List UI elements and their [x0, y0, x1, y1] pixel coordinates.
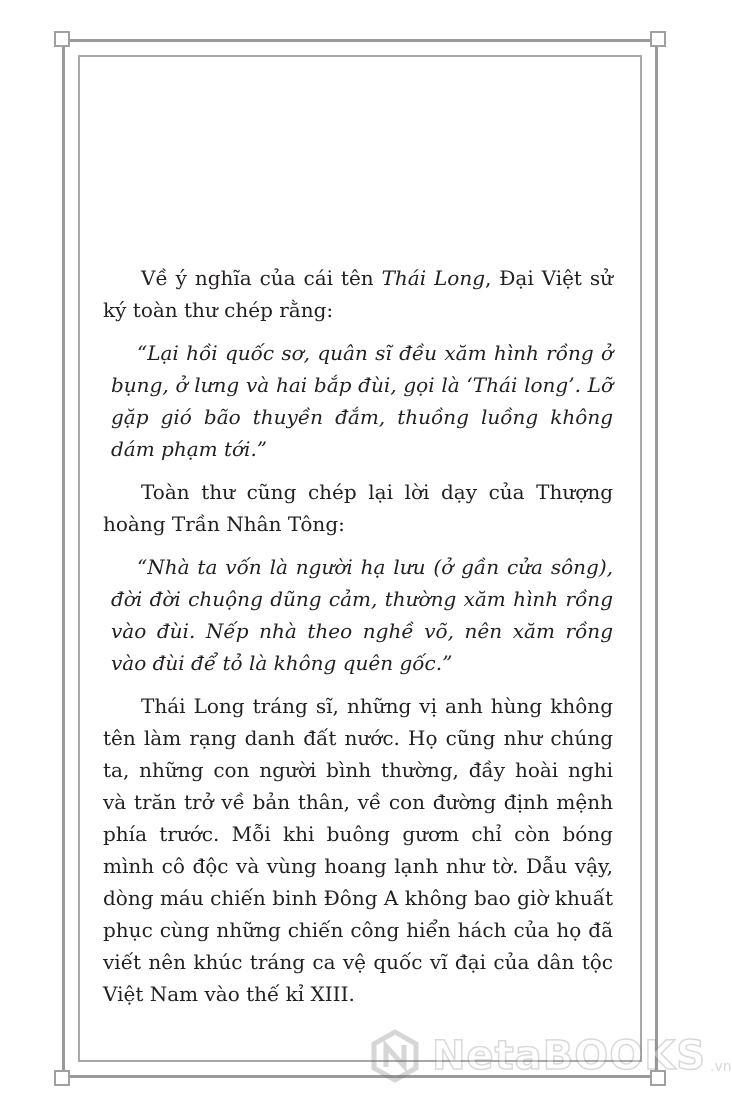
- netabooks-logo-icon: [368, 1029, 422, 1083]
- paragraph-conclusion: Thái Long tráng sĩ, những vị anh hùng không tên làm rạng danh đất nước. Họ cũng như chúng ta, những con người bình thường, đầy hoài nghi và trăn trở về bản thân, về con đường định mệnh phía trước. Mỗi khi buông gươm chỉ còn bóng mình cô độc và vùng hoang lạnh như tờ. Dẫu vậy, dòng máu chiến binh Đông A không bao giờ khuất phục cùng những chiến công hiển hách của họ đã viết nên khúc tráng ca vệ quốc vĩ đại của dân tộc Việt Nam vào thế kỉ XIII.: [103, 694, 613, 1006]
- border-corner-bottom-left: [54, 1070, 70, 1086]
- page-body-text: [103, 262, 613, 1021]
- quote-tran-nhan-tong: “Nhà ta vốn là người hạ lưu (ở gần cửa sông), đời đời chuộng dũng cảm, thường xăm hình rồng vào đùi. Nếp nhà theo nghề võ, nên xăm rồng vào đùi để tỏ là không quên gốc.”: [111, 555, 613, 675]
- intro-part-3: , Đại Việt sử ký toàn thư chép rằng:: [103, 266, 613, 322]
- border-corner-top-right: [650, 31, 666, 47]
- watermark-brand: NetaBOOKS: [432, 1033, 707, 1079]
- paragraph-toan-thu: Toàn thư cũng chép lại lời dạy của Thượng hoàng Trần Nhân Tông:: [103, 480, 613, 536]
- watermark-suffix: .vn: [710, 1059, 732, 1075]
- border-corner-top-left: [54, 31, 70, 47]
- intro-part-1: Về ý nghĩa của cái tên: [141, 266, 382, 290]
- paragraph-intro: [103, 262, 613, 326]
- quote-thai-long: “Lại hồi quốc sơ, quân sĩ đều xăm hình rồng ở bụng, ở lưng và hai bắp đùi, gọi là ‘Thái long’. Lỡ gặp gió bão thuyền đắm, thuồng luồng không dám phạm tới.”: [111, 341, 613, 461]
- watermark: [368, 1028, 732, 1084]
- intro-italic-name: Thái Long: [381, 266, 485, 290]
